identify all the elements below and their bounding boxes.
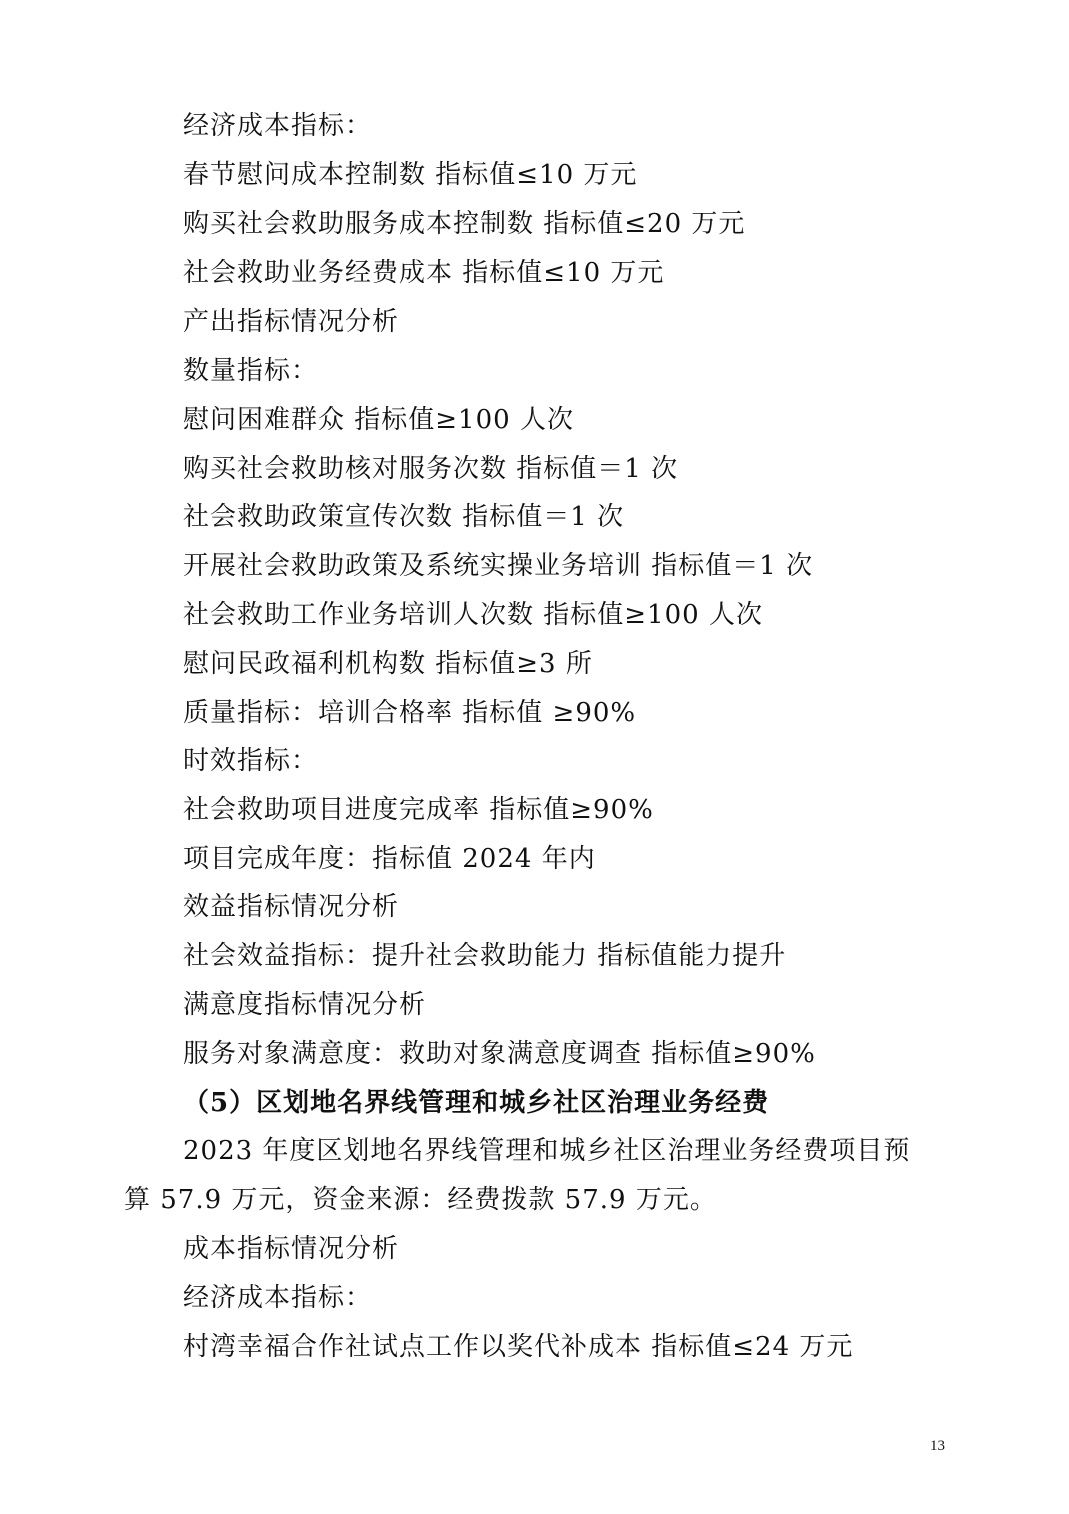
section-heading: （5）区划地名界线管理和城乡社区治理业务经费 [183,1088,770,1118]
paragraph-line: 算 57.9 万元，资金来源：经费拨款 57.9 万元。 [124,1185,717,1215]
text-line: 社会救助政策宣传次数 指标值＝1 次 [183,502,625,532]
text-line: 项目完成年度：指标值 2024 年内 [183,844,596,874]
text-line: 开展社会救助政策及系统实操业务培训 指标值＝1 次 [183,551,814,581]
paragraph-line: 2023 年度区划地名界线管理和城乡社区治理业务经费项目预 [183,1136,911,1166]
text-line: 慰问民政福利机构数 指标值≥3 所 [183,649,593,679]
text-line: 质量指标：培训合格率 指标值 ≥90% [183,698,637,728]
text-line: 春节慰问成本控制数 指标值≤10 万元 [183,160,638,190]
text-line: 时效指标： [183,746,319,776]
text-line: 社会救助业务经费成本 指标值≤10 万元 [183,258,665,288]
text-line: 社会效益指标：提升社会救助能力 指标值能力提升 [183,941,787,971]
text-line: 购买社会救助核对服务次数 指标值＝1 次 [183,454,679,484]
text-line: 效益指标情况分析 [183,892,400,922]
text-line: 满意度指标情况分析 [183,990,427,1020]
text-line: 慰问困难群众 指标值≥100 人次 [183,405,574,435]
text-line: 社会救助工作业务培训人次数 指标值≥100 人次 [183,600,763,630]
text-line: 村湾幸福合作社试点工作以奖代补成本 指标值≤24 万元 [183,1332,854,1362]
text-line: 经济成本指标： [183,111,373,141]
text-line: 服务对象满意度：救助对象满意度调查 指标值≥90% [183,1039,816,1069]
text-line: 购买社会救助服务成本控制数 指标值≤20 万元 [183,209,746,239]
text-line: 成本指标情况分析 [183,1234,400,1264]
text-line: 经济成本指标： [183,1283,373,1313]
text-line: 数量指标： [183,356,319,386]
text-line: 产出指标情况分析 [183,307,400,337]
text-line: 社会救助项目进度完成率 指标值≥90% [183,795,654,825]
page-number: 13 [930,1438,945,1454]
